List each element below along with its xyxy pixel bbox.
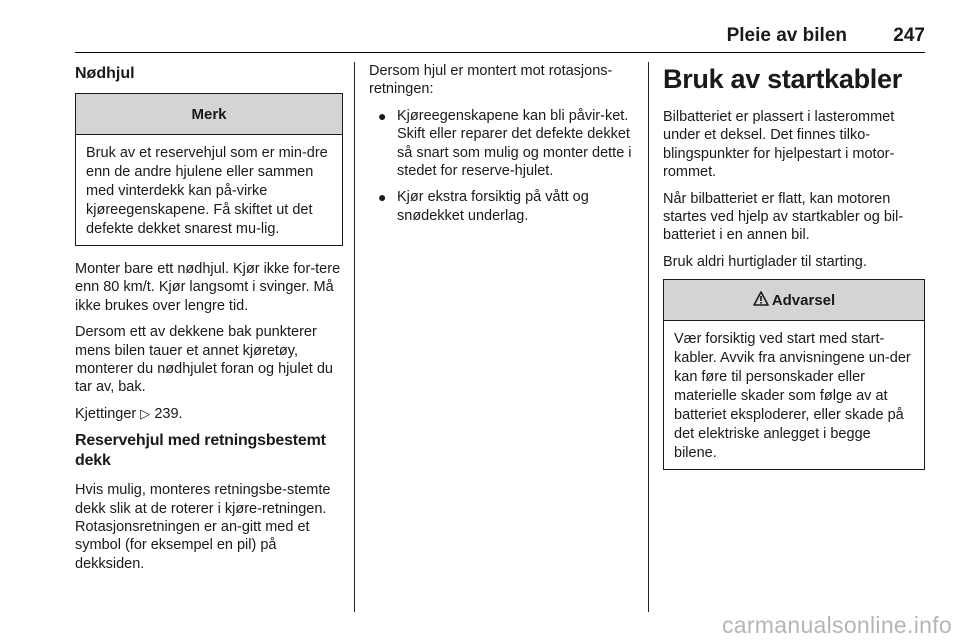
paragraph: Dersom hjul er montert mot rotasjons-retningen: — [369, 63, 613, 98]
bullet-icon: ● — [378, 189, 387, 206]
watermark: carmanualsonline.info — [721, 612, 952, 638]
paragraph: Dersom ett av dekkene bak punkterer mens bilen tauer et annet kjøretøy, monterer du nødhjulet foran og hjulet du tar av, bak. — [75, 324, 333, 396]
chains-reference[interactable] — [75, 405, 343, 423]
column-3 — [663, 62, 925, 484]
bullet-icon: ● — [378, 107, 387, 124]
warning-title-bar — [664, 280, 924, 321]
note-text: Bruk av et reservehjul som er min-dre enn de andre hjulene eller sammen med vinterdekk kan på-virke kjøreegenskapene. Få skiftet ut det defekte dekket snarest mu-lig. — [86, 145, 328, 237]
chains-page-link[interactable]: 239. — [154, 405, 183, 422]
warning-text: Vær forsiktig ved start med start-kabler. Avvik fra anvisningene un-der kan føre til personskader eller materielle skader som følge av at batteriet eksploderer, eller skade på det elektriske anlegget i begge bilene. — [674, 331, 911, 462]
chapter-title: Pleie av bilen — [726, 25, 847, 46]
column-divider — [354, 62, 355, 612]
column-2 — [369, 62, 635, 233]
chains-label: Kjettinger — [75, 405, 137, 422]
note-box — [75, 93, 343, 246]
paragraph: Monter bare ett nødhjul. Kjør ikke for-tere enn 80 km/t. Kjør langsomt i svinger. Må ikke brukes over lengre tid. — [75, 261, 341, 314]
section-heading: Bruk av startkabler — [663, 64, 902, 94]
section-heading: Nødhjul — [75, 65, 135, 82]
warning-triangle-icon — [753, 291, 769, 310]
column-divider — [648, 62, 649, 612]
warning-box — [663, 279, 925, 470]
column-1 — [75, 62, 343, 581]
list-item: ● Kjør ekstra forsiktig på vått og snødekket underlag. — [378, 189, 589, 224]
list-item: ● Kjøreegenskapene kan bli påvir-ket. Skift eller reparer det defekte dekket så snart som mulig og monter dette i stedet for reserve-hjulet. — [378, 107, 632, 180]
paragraph: Bilbatteriet er plassert i lasterommet under et deksel. Det finnes tilko-blingspunkter for hjelpestart i motor-rommet. — [663, 109, 895, 181]
triangle-arrow-icon: ▷ — [140, 405, 151, 421]
warning-title: Advarsel — [771, 291, 836, 309]
page-header — [75, 18, 925, 53]
subsection-heading: Reservehjul med retningsbestemt dekk — [75, 432, 326, 470]
page-number: 247 — [893, 25, 925, 46]
paragraph: Hvis mulig, monteres retningsbe-stemte dekk slik at de roterer i kjøre-retningen. Rotasjonsretningen er an-gitt med et symbol (for eksempel en pil) på dekksiden. — [75, 482, 331, 572]
paragraph: Bruk aldri hurtiglader til starting. — [663, 253, 867, 270]
note-title: Merk — [76, 94, 342, 135]
bullet-list — [369, 107, 635, 225]
paragraph: Når bilbatteriet er flatt, kan motoren startes ved hjelp av startkabler og bil-batteriet i en annen bil. — [663, 190, 904, 244]
